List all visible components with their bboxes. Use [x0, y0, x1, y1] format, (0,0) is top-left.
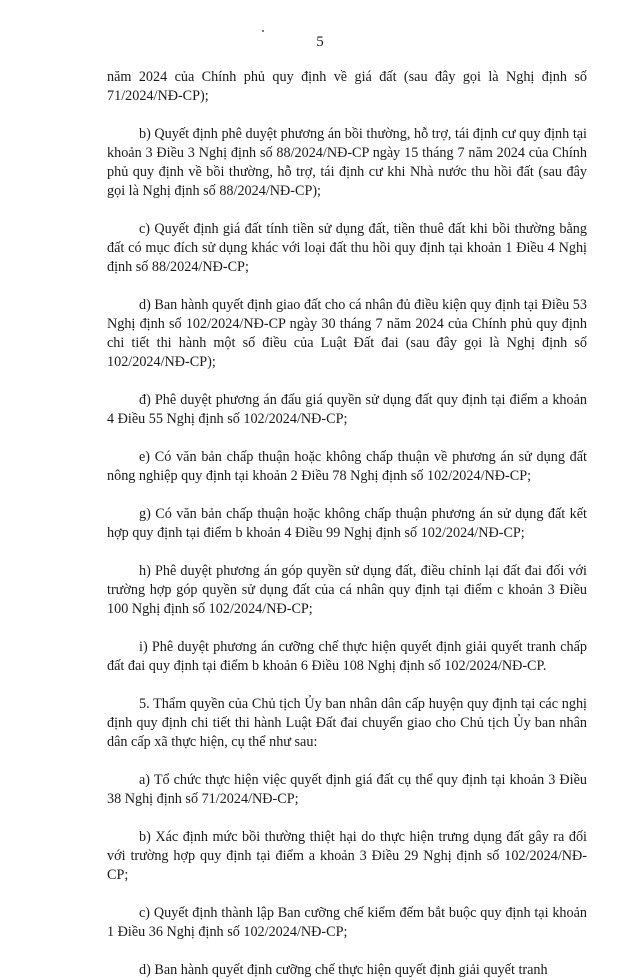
paragraph-5-item-b: b) Xác định mức bồi thường thiệt hại do thực hiện trưng dụng đất gây ra đối với trường hợp quy định tại điểm a khoản 3 Điều 29 Nghị định số 102/2024/NĐ-CP;: [107, 829, 587, 883]
paragraph-item-e: e) Có văn bản chấp thuận hoặc không chấp thuận về phương án sử dụng đất nông nghiệp quy định tại khoản 2 Điều 78 Nghị định số 102/2024/NĐ-CP;: [107, 449, 587, 484]
paragraph-item-g: g) Có văn bản chấp thuận hoặc không chấp thuận phương án sử dụng đất kết hợp quy định tại điểm b khoản 4 Điều 99 Nghị định số 102/2024/NĐ-CP;: [107, 506, 587, 541]
page-number: 5: [316, 34, 324, 50]
paragraph-continuation: năm 2024 của Chính phủ quy định về giá đất (sau đây gọi là Nghị định số 71/2024/NĐ-CP);: [107, 69, 587, 104]
paragraph-item-c: c) Quyết định giá đất tính tiền sử dụng đất, tiền thuê đất khi bồi thường bằng đất có mục đích sử dụng khác với loại đất thu hồi quy định tại khoản 1 Điều 4 Nghị định số 88/2024/NĐ-CP;: [107, 221, 587, 275]
scan-speck: [262, 30, 264, 32]
paragraph-item-h: h) Phê duyệt phương án góp quyền sử dụng đất, điều chỉnh lại đất đai đối với trường hợp góp quyền sử dụng đất của cá nhân quy định tại điểm c khoản 3 Điều 100 Nghị định số 102/2024/NĐ-CP;: [107, 563, 587, 617]
paragraph-5-item-c: c) Quyết định thành lập Ban cưỡng chế kiểm đếm bắt buộc quy định tại khoản 1 Điều 36 Nghị định số 102/2024/NĐ-CP;: [107, 905, 587, 940]
document-body: [107, 68, 587, 980]
paragraph-item-dd: đ) Phê duyệt phương án đấu giá quyền sử dụng đất quy định tại điểm a khoản 4 Điều 55 Nghị định số 102/2024/NĐ-CP;: [107, 392, 587, 427]
paragraph-item-d: d) Ban hành quyết định giao đất cho cá nhân đủ điều kiện quy định tại Điều 53 Nghị định số 102/2024/NĐ-CP ngày 30 tháng 7 năm 2024 của Chính phủ quy định chi tiết thi hành một số điều của Luật Đất đai (sau đây gọi là Nghị định số 102/2024/NĐ-CP);: [107, 297, 587, 370]
paragraph-item-b: b) Quyết định phê duyệt phương án bồi thường, hỗ trợ, tái định cư quy định tại khoản 3 Điều 3 Nghị định số 88/2024/NĐ-CP ngày 15 tháng 7 năm 2024 của Chính phủ quy định về bồi thường, hỗ trợ, tái định cư khi Nhà nước thu hồi đất (sau đây gọi là Nghị định số 88/2024/NĐ-CP);: [107, 126, 587, 199]
paragraph-5-item-d: d) Ban hành quyết định cưỡng chế thực hiện quyết định giải quyết tranh: [139, 962, 548, 978]
paragraph-section-5: 5. Thẩm quyền của Chủ tịch Ủy ban nhân dân cấp huyện quy định tại các nghị định quy định chi tiết thi hành Luật Đất đai chuyển giao cho Chủ tịch Ủy ban nhân dân cấp xã thực hiện, cụ thể như sau:: [107, 696, 587, 750]
paragraph-item-i: i) Phê duyệt phương án cưỡng chế thực hiện quyết định giải quyết tranh chấp đất đai quy định tại điểm b khoản 6 Điều 108 Nghị định số 102/2024/NĐ-CP.: [107, 639, 587, 674]
paragraph-5-item-a: a) Tổ chức thực hiện việc quyết định giá đất cụ thể quy định tại khoản 3 Điều 38 Nghị định số 71/2024/NĐ-CP;: [107, 772, 587, 807]
